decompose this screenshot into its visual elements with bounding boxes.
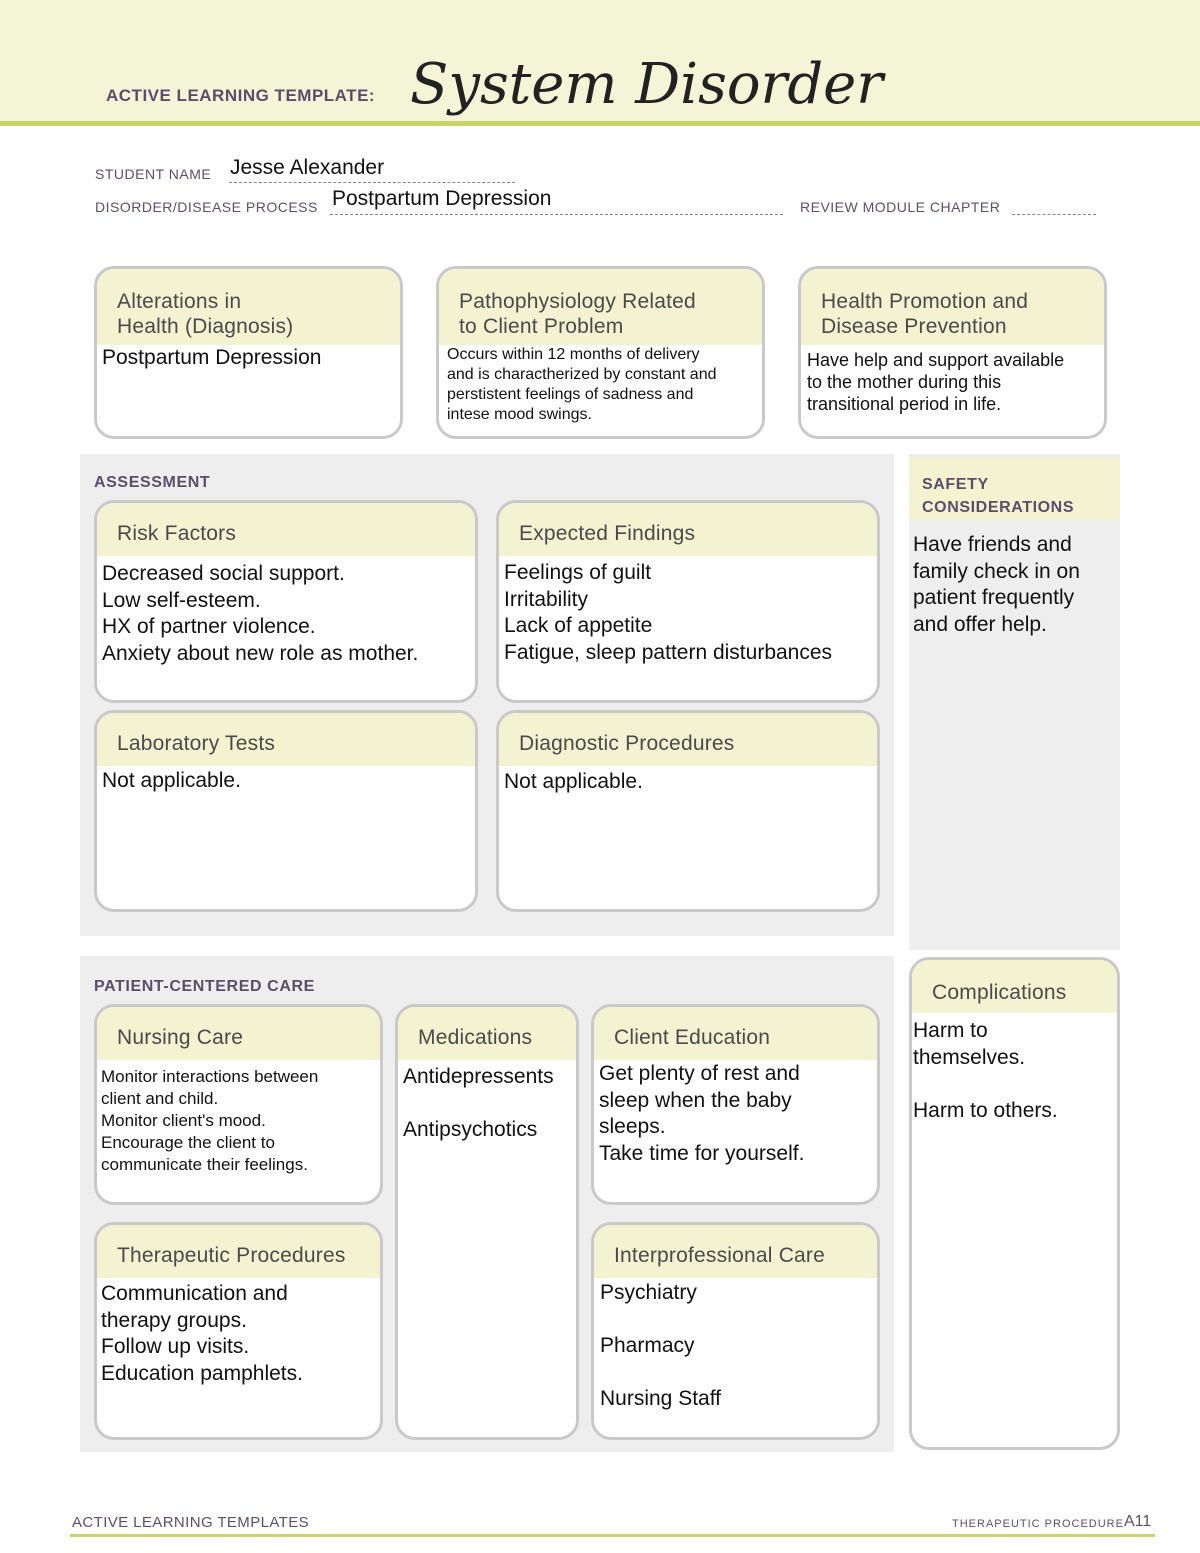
- health-promotion-card: [798, 266, 1107, 439]
- student-name-label: STUDENT NAME: [95, 166, 212, 182]
- pathophysiology-card: [436, 266, 765, 439]
- therapeutic-procedures-card: [94, 1222, 383, 1440]
- client-education-card: [591, 1004, 880, 1205]
- expected-findings-title: Expected Findings: [499, 503, 877, 556]
- pathophysiology-title: Pathophysiology Related to Client Problem: [439, 269, 762, 345]
- expected-findings-card: [496, 500, 880, 703]
- disorder-value[interactable]: Postpartum Depression: [332, 187, 552, 210]
- therapeutic-procedures-title: Therapeutic Procedures: [97, 1225, 380, 1278]
- review-module-label: REVIEW MODULE CHAPTER: [800, 199, 1001, 215]
- alterations-card: [94, 266, 403, 439]
- laboratory-tests-body[interactable]: Not applicable.: [102, 769, 241, 792]
- client-education-body[interactable]: Get plenty of rest and sleep when the baby sleeps. Take time for yourself.: [599, 1062, 805, 1165]
- safety-body[interactable]: Have friends and family check in on patient frequently and offer help.: [913, 533, 1080, 636]
- template-label: ACTIVE LEARNING TEMPLATE:: [106, 86, 376, 105]
- footer-left-label: ACTIVE LEARNING TEMPLATES: [72, 1514, 309, 1531]
- laboratory-tests-card: [94, 710, 478, 912]
- alterations-title: Alterations in Health (Diagnosis): [97, 269, 400, 345]
- complications-body[interactable]: Harm to themselves. Harm to others.: [913, 1019, 1058, 1122]
- health-promotion-body[interactable]: Have help and support available to the mother during this transitional period in life.: [807, 350, 1065, 414]
- diagnostic-procedures-body[interactable]: Not applicable.: [504, 770, 643, 793]
- diagnostic-procedures-title: Diagnostic Procedures: [499, 713, 877, 766]
- interprofessional-care-card: [591, 1222, 880, 1440]
- diagnostic-procedures-card: [496, 710, 880, 912]
- footer-rule: [70, 1534, 1155, 1537]
- risk-factors-title: Risk Factors: [97, 503, 475, 556]
- risk-factors-card: [94, 500, 478, 703]
- nursing-care-card: [94, 1004, 383, 1205]
- template-title: System Disorder: [410, 52, 884, 117]
- nursing-care-body[interactable]: Monitor interactions between client and child. Monitor client's mood. Encourage the client to communicate their feelings.: [101, 1067, 319, 1174]
- interprofessional-care-title: Interprofessional Care: [594, 1225, 877, 1278]
- review-module-line[interactable]: [1012, 192, 1096, 215]
- header-rule: [0, 121, 1200, 126]
- alterations-body[interactable]: Postpartum Depression: [102, 346, 322, 369]
- interprofessional-care-body[interactable]: Psychiatry Pharmacy Nursing Staff: [600, 1281, 722, 1410]
- health-promotion-title: Health Promotion and Disease Prevention: [801, 269, 1104, 345]
- laboratory-tests-title: Laboratory Tests: [97, 713, 475, 766]
- complications-title: Complications: [912, 960, 1117, 1013]
- patient-centered-care-label: PATIENT-CENTERED CARE: [94, 978, 315, 995]
- safety-panel: [909, 454, 1120, 950]
- footer-page-number: A11: [1124, 1513, 1152, 1530]
- disorder-label: DISORDER/DISEASE PROCESS: [95, 199, 318, 215]
- assessment-label: ASSESSMENT: [94, 474, 211, 491]
- safety-label: SAFETY CONSIDERATIONS: [922, 476, 1075, 516]
- therapeutic-procedures-body[interactable]: Communication and therapy groups. Follow up visits. Education pamphlets.: [101, 1282, 303, 1385]
- client-education-title: Client Education: [594, 1007, 877, 1060]
- complications-card: [909, 957, 1120, 1450]
- student-name-value[interactable]: Jesse Alexander: [230, 156, 385, 179]
- expected-findings-body[interactable]: Feelings of guilt Irritability Lack of appetite Fatigue, sleep pattern disturbances: [504, 561, 833, 664]
- footer-right-label: THERAPEUTIC PROCEDURE: [952, 1518, 1124, 1530]
- medications-body[interactable]: Antidepressents Antipsychotics: [403, 1065, 554, 1141]
- risk-factors-body[interactable]: Decreased social support. Low self-esteem. HX of partner violence. Anxiety about new role as mother.: [102, 562, 419, 665]
- medications-card: [395, 1004, 579, 1440]
- pathophysiology-body[interactable]: Occurs within 12 months of delivery and is charactherized by constant and perstistent feelings of sadness and intese mood swings.: [447, 346, 717, 423]
- nursing-care-title: Nursing Care: [97, 1007, 380, 1060]
- medications-title: Medications: [398, 1007, 576, 1060]
